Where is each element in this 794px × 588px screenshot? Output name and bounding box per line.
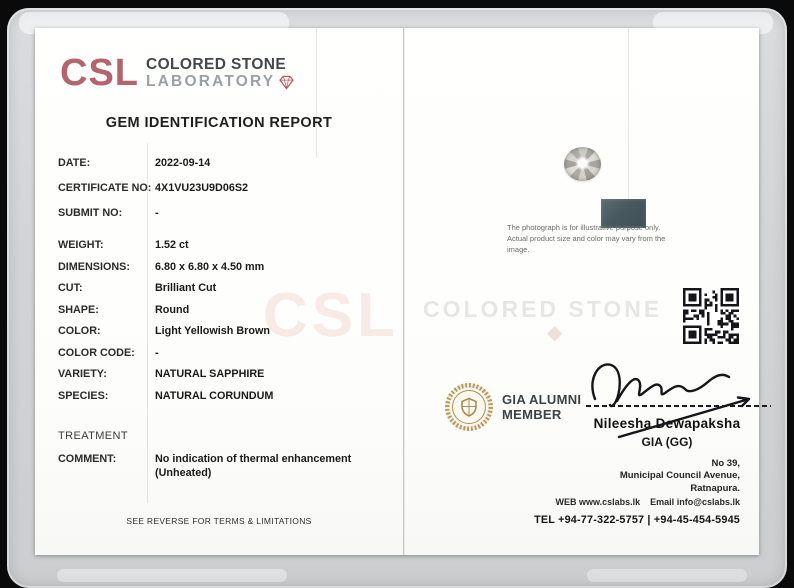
gia-badge-line2: MEMBER	[502, 407, 562, 422]
field-label: COLOR:	[58, 325, 101, 337]
field-row	[58, 303, 273, 317]
csl-monogram: CSL	[60, 52, 139, 94]
field-value: NATURAL SAPPHIRE	[155, 368, 265, 380]
field-value: Light Yellowish Brown	[155, 325, 270, 337]
signature-ink	[575, 353, 785, 453]
field-label: WEIGHT:	[58, 239, 104, 251]
gia-alumni-badge	[445, 383, 581, 431]
field-label: SUBMIT NO:	[58, 207, 123, 219]
signatory-credential: GIA (GG)	[641, 435, 693, 449]
treatment-heading: TREATMENT	[58, 430, 129, 442]
csl-logo	[60, 54, 295, 92]
field-value: 6.80 x 6.80 x 4.50 mm	[155, 260, 265, 273]
field-row	[58, 281, 273, 295]
field-value: -	[155, 346, 159, 359]
web-label: WEB	[555, 496, 577, 507]
field-row	[58, 260, 273, 274]
gia-seal-icon	[445, 383, 493, 431]
field-row	[58, 389, 273, 403]
address-line3: Ratnapura.	[690, 482, 740, 494]
identification-fields	[58, 156, 248, 231]
treatment-comment	[155, 452, 351, 480]
paper-crease	[316, 28, 317, 158]
address-line1: No 39,	[711, 458, 740, 469]
gem-photo	[564, 147, 601, 181]
phone-line: TEL +94-77-322-5757 | +94-45-454-5945	[534, 514, 740, 526]
photo-disclaimer: The photograph is for illustrative purpose only. Actual product size and color may vary from the image.	[507, 223, 666, 254]
field-label: DATE:	[58, 157, 91, 169]
field-label: COLOR CODE:	[58, 346, 135, 359]
field-row	[58, 206, 248, 220]
treatment-comment-line2: (Unheated)	[155, 467, 212, 479]
report-title: GEM IDENTIFICATION REPORT	[105, 115, 333, 131]
treatment-comment-line1: No indication of thermal enhancement	[155, 453, 352, 465]
reverse-terms-note: SEE REVERSE FOR TERMS & LIMITATIONS	[126, 516, 312, 526]
email-label: Email	[650, 496, 675, 507]
treatment-section	[58, 429, 351, 480]
signatory-name: Nileesha Dewapaksha	[593, 416, 741, 431]
field-row	[58, 181, 248, 195]
field-row	[58, 346, 273, 360]
field-row	[58, 238, 273, 252]
field-value: -	[155, 207, 159, 219]
field-label: SPECIES:	[58, 389, 109, 402]
qr-code	[683, 288, 739, 344]
web-email-line	[555, 496, 740, 508]
field-value: 1.52 ct	[155, 239, 189, 251]
field-label: VARIETY:	[58, 368, 107, 380]
logo-wordmark	[146, 56, 295, 91]
field-row	[58, 452, 351, 480]
gem-detail-fields	[58, 238, 273, 410]
field-label: COMMENT:	[58, 453, 117, 465]
field-label: DIMENSIONS:	[58, 260, 130, 273]
address-line2: Municipal Council Avenue,	[619, 470, 740, 482]
lab-address	[555, 458, 740, 508]
certificate-card	[35, 28, 759, 555]
logo-line2: LABORATORY	[146, 73, 276, 90]
fold-line	[403, 28, 405, 555]
field-label: CERTIFICATE NO:	[58, 182, 152, 194]
field-label: SHAPE:	[58, 303, 99, 316]
diamond-icon	[278, 75, 295, 90]
watermark-text: COLORED STONE	[423, 296, 663, 322]
field-row	[58, 156, 248, 170]
email-address: info@cslabs.lk	[676, 496, 740, 507]
field-label: CUT:	[58, 282, 83, 294]
field-value: 4X1VU23U9D06S2	[155, 182, 249, 194]
field-value: Brilliant Cut	[155, 282, 217, 294]
field-row	[58, 367, 273, 381]
watermark-diamond-icon: ◆	[547, 322, 563, 344]
gia-badge-line1: GIA ALUMNI	[502, 392, 582, 407]
field-value: 2022-09-14	[155, 157, 211, 169]
field-value: Round	[155, 303, 190, 316]
plastic-sleeve	[7, 8, 787, 588]
watermark-monogram: CSL	[263, 281, 399, 350]
field-value: NATURAL CORUNDUM	[155, 389, 274, 402]
field-row	[58, 324, 273, 338]
web-url: www.cslabs.lk	[578, 496, 641, 507]
logo-line1: COLORED STONE	[146, 56, 287, 73]
